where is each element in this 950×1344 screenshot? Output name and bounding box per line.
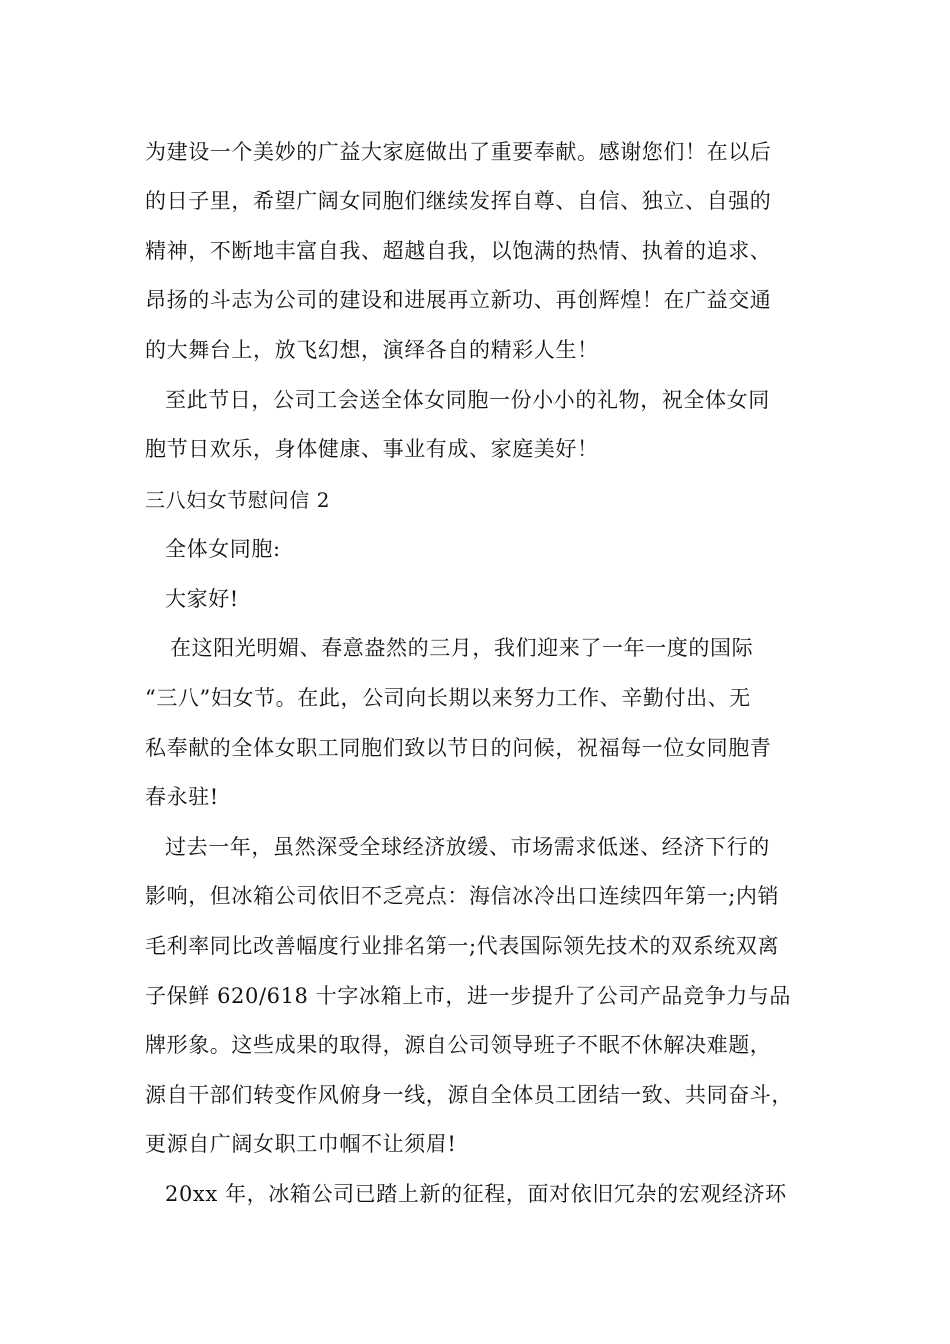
paragraph-line: 在这阳光明媚、春意盎然的三月，我们迎来了一年一度的国际 [170, 636, 754, 660]
salutation: 全体女同胞: [165, 537, 281, 561]
paragraph-line: 子保鲜 620/618 十字冰箱上市，进一步提升了公司产品竞争力与品 [145, 984, 791, 1008]
paragraph-line: 过去一年，虽然深受全球经济放缓、市场需求低迷、经济下行的 [165, 835, 770, 859]
greeting: 大家好! [165, 587, 239, 611]
paragraph-line: 的大舞台上，放飞幻想，演绎各自的精彩人生！ [145, 338, 599, 362]
paragraph-line: 20xx 年，冰箱公司已踏上新的征程，面对依旧冗杂的宏观经济环 [165, 1182, 787, 1206]
paragraph-line: 源自干部们转变作风俯身一线，源自全体员工团结一致、共同奋斗， [145, 1083, 793, 1107]
paragraph-line: 昂扬的斗志为公司的建设和进展再立新功、再创辉煌！在广益交通 [145, 288, 772, 312]
paragraph-line: 更源自广阔女职工巾帼不让须眉! [145, 1132, 457, 1156]
paragraph-line: 胞节日欢乐，身体健康、事业有成、家庭美好！ [145, 437, 599, 461]
paragraph-line: 至此节日，公司工会送全体女同胞一份小小的礼物，祝全体女同 [165, 388, 770, 412]
section-heading: 三八妇女节慰问信 2 [145, 488, 331, 512]
paragraph-line: 毛利率同比改善幅度行业排名第一;代表国际领先技术的双系统双离 [145, 934, 780, 958]
paragraph-line: 影响，但冰箱公司依旧不乏亮点：海信冰冷出口连续四年第一;内销 [145, 884, 780, 908]
paragraph-line: 春永驻! [145, 785, 219, 809]
paragraph-line: 为建设一个美妙的广益大家庭做出了重要奉献。感谢您们！在以后 [145, 140, 772, 164]
paragraph-line: 的日子里，希望广阔女同胞们继续发挥自尊、自信、独立、自强的 [145, 189, 772, 213]
paragraph-line: 精神，不断地丰富自我、超越自我，以饱满的热情、执着的追求、 [145, 239, 772, 263]
paragraph-line: 牌形象。这些成果的取得，源自公司领导班子不眠不休解决难题， [145, 1033, 772, 1057]
paragraph-line: “三八”妇女节。在此，公司向长期以来努力工作、辛勤付出、无 [145, 686, 751, 710]
paragraph-line: 私奉献的全体女职工同胞们致以节日的问候，祝福每一位女同胞青 [145, 736, 772, 760]
